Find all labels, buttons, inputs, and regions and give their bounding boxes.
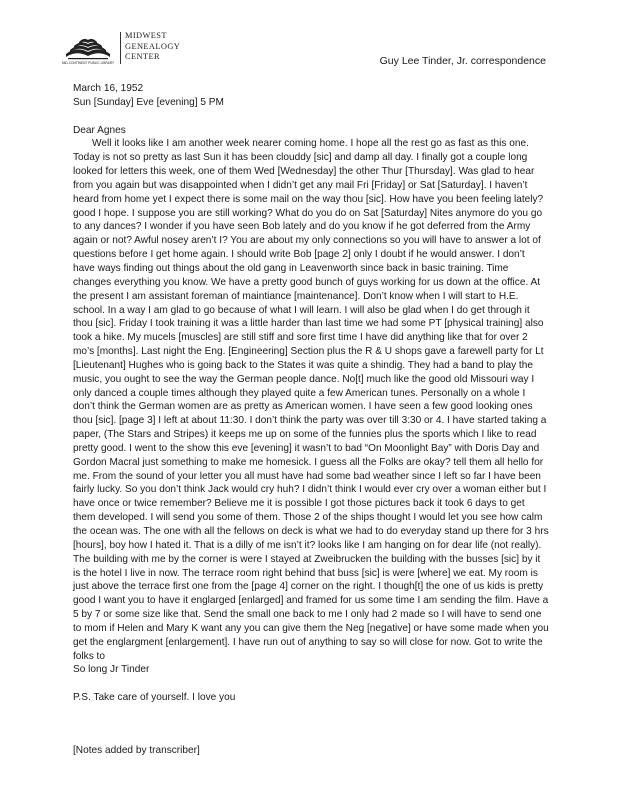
letter-body: Well it looks like I am another week nearer coming home. I hope all the rest go as fast as this one. Today is not so pretty as last Sun it has been clouddy [sic] and damp all day. I finally got a couple long looked for letters this week, one of them Wed [Wednesday] the other Thur [Thursday]. Was glad to hear from you again but was disappointed when I didn’t get any mail Fri [Friday] or Sat [Saturday]. I haven’t heard from home yet I expect there is some mail on the way thou [sic]. How have you been feeling lately? good I hope. I suppose you are still working? What do you do on Sat [Saturday] Nites anymore do you go to any dances? I wonder if you have seen Bob lately and do you know if he got deferred from the Army again or not? Awful nosey aren’t I? You are about my only connections so you will have to answer a lot of questions before I get home again. I should write Bob [page 2] only I doubt if he would answer. I don’t have ways finding out things about the old gang in Leavenworth since back in basic training. Time changes everything you know. We have a pretty good bunch of guys working for us down at the office. At the present I am assistant foreman of maintiance [maintenance]. Don’t know when I will start to H.E. school. In a way I am glad to go because of what I will learn. I will also be glad when I do get through it thou [sic]. Friday I took training it was a little harder than last time we had some PT [physical training] also took a hike. My mucels [muscles] are still stiff and sore first time I have did anything like that for over 2 mo’s [months]. Last night the Eng. [Engineering] Section plus the R & U shops gave a farewell party for Lt [Lieutenant] Hughes who is going back to the States it was quite a shindig. They had a band to play the music, you ought to see the way the German people dance. No[t] much like the good old Missouri way I only danced a couple times although they played quite a few American tunes. Personally on a whole I don’t think the German women are as pretty as American women. I have seen a few good looking ones thou [sic]. [page 3] I left at about 11:30. I don’t think the party was over till 3:30 or 4. I have started taking a paper, (The Stars and Stripes) it keeps me up on some of the funnies plus the sports which I like to read pretty good. I went to the show this eve [evening] it wasn’t to bad “On Moonlight Bay” with Doris Day and Gordon Macral just something to make me homesick. I guess all the Folks are okay? tell them all hello for me. From the sound of your letter you all must have had some bad weather since I left so far I have been fairly lucky. So you don’t think Jack would cry huh? I didn’t think I would ever cry over a woman either but I have once or twice remember? Believe me it is possible I got those pictures back it took 6 days to get them developed. I will send you some of them. Those 2 of the ships thought I would let you see how calm the ocean was. The one with all the fellows on deck is what we had to do everyday stand up there for 3 hrs [hours], boy how I hated it. That is a dilly of me isn’t it? looks like I am hanging on for dear life (not really). The building with me by the corner is were I stayed at Zweibrucken the building with the busses [sic] by it is the hotel I live in now. The terrace room right behind that buss [sic] is were [where] we eat. My room is just above the terrace first one from the [page 4] corner on the right. I though[t] the one of us kids is pretty good I want you to have it englarged [enlarged] and framed for us some time I am sending the film. Have a 5 by 7 or some size like that. Send the small one back to me I only had 2 made so I will have to send one to mom if Helen and Mary K want any you can give them the Neg [negative] or have some made when you get the englargment [enlargement]. I have run out of anything to say so will close for now. Got to write the folks to <box>73 138 549 662</box>
letter-closing: So long Jr Tinder <box>73 664 150 676</box>
spacer <box>73 677 549 691</box>
letter-time: Sun [Sunday] Eve [evening] 5 PM <box>73 96 224 108</box>
letter-postscript: P.S. Take care of yourself. I love you <box>73 692 236 704</box>
spacer <box>73 110 549 124</box>
logo-line-1: MIDWEST <box>125 31 167 40</box>
letter-salutation: Dear Agnes <box>73 124 126 136</box>
transcriber-note: [Notes added by transcriber] <box>73 745 200 756</box>
collection-title: Guy Lee Tinder, Jr. correspondence <box>379 55 546 67</box>
letter-date: March 16, 1952 <box>73 83 144 94</box>
book-logo-icon <box>62 32 114 66</box>
logo-text <box>125 31 180 63</box>
library-logo <box>62 30 202 70</box>
letter-transcription <box>73 82 549 705</box>
logo-line-2: GENEALOGY <box>125 41 181 51</box>
logo-small-text: MID-CONTINENT PUBLIC LIBRARY <box>62 61 114 65</box>
logo-divider <box>120 32 121 64</box>
logo-line-3: CENTER <box>125 52 160 61</box>
